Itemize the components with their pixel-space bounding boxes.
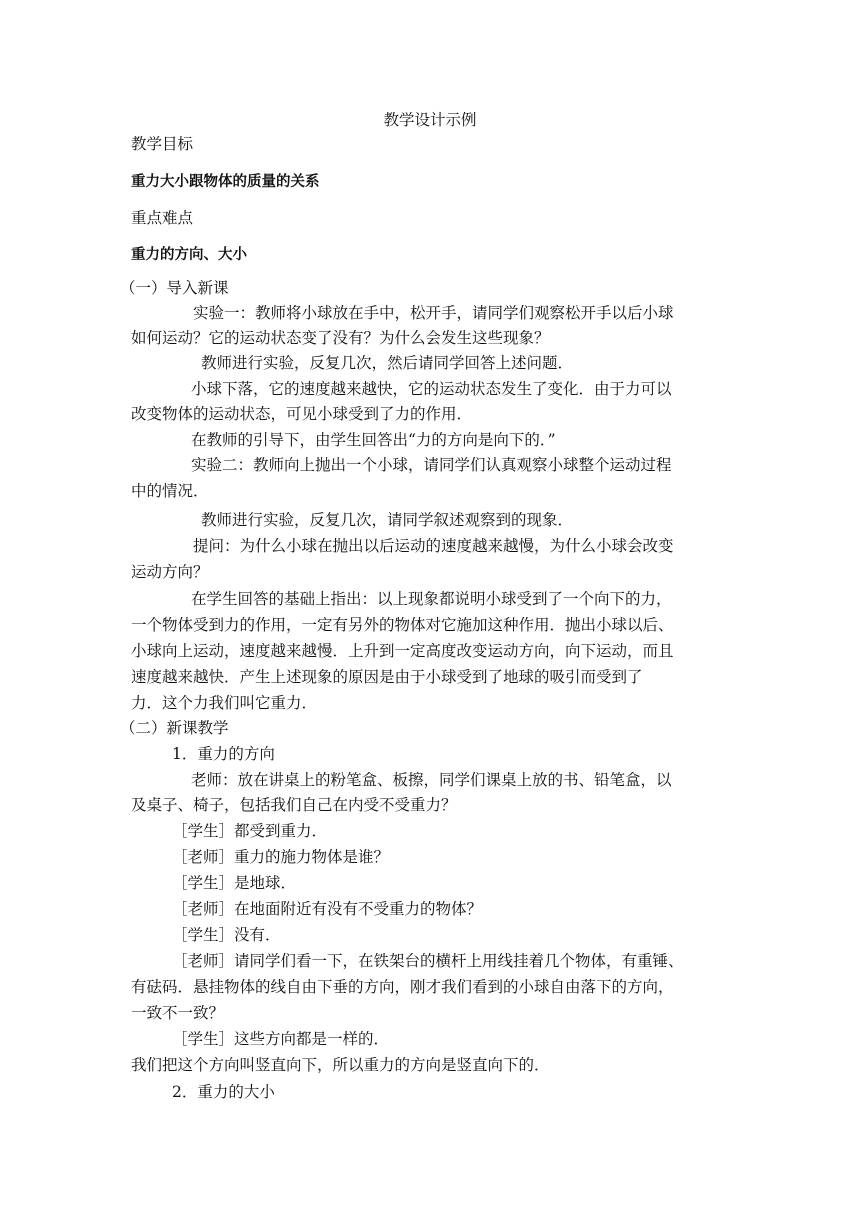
document-title: 教学设计示例 xyxy=(383,111,477,129)
paragraph-line: 及桌子、椅子，包括我们自己在内受不受重力？ xyxy=(131,796,457,814)
paragraph-line: 在教师的引导下，由学生回答出“力的方向是向下的．” xyxy=(191,431,556,449)
paragraph-line: 小球向上运动，速度越来越慢．上升到一定高度改变运动方向，向下运动，而且 xyxy=(131,642,674,660)
paragraph-line: 改变物体的运动状态，可见小球受到了力的作用． xyxy=(131,405,473,423)
paragraph-line: 运动方向？ xyxy=(131,563,209,581)
paragraph-line: 如何运动？它的运动状态变了没有？为什么会发生这些现象？ xyxy=(131,329,550,347)
section-heading-keypoints: 重点难点 xyxy=(131,209,194,227)
dialogue-line: ［学生］没有． xyxy=(172,926,281,944)
dialogue-line: ［老师］在地面附近有没有不受重力的物体？ xyxy=(172,900,483,918)
dialogue-line: ［老师］重力的施力物体是谁？ xyxy=(172,848,390,866)
paragraph-line: 教师进行实验，反复几次，请同学叙述观察到的现象． xyxy=(201,511,574,529)
dialogue-line: ［学生］是地球． xyxy=(172,874,297,892)
section-heading-intro: （一）导入新课 xyxy=(120,279,229,297)
dialogue-line: ［老师］请同学们看一下，在铁架台的横杆上用线挂着几个物体，有重锤、 xyxy=(172,952,684,970)
paragraph-line: 在学生回答的基础上指出：以上现象都说明小球受到了一个向下的力， xyxy=(191,590,672,608)
paragraph-line: 小球下落，它的速度越来越快，它的运动状态发生了变化．由于力可以 xyxy=(191,380,672,398)
paragraph-line: 实验二：教师向上抛出一个小球，请同学们认真观察小球整个运动过程 xyxy=(191,456,672,474)
subsection-heading-direction: 1．重力的方向 xyxy=(172,745,275,763)
dialogue-line: ［学生］这些方向都是一样的． xyxy=(172,1030,390,1048)
objectives-text: 重力大小跟物体的质量的关系 xyxy=(131,174,320,190)
paragraph-line: 我们把这个方向叫竖直向下，所以重力的方向是竖直向下的． xyxy=(131,1056,550,1074)
paragraph-line: 实验一：教师将小球放在手中，松开手，请同学们观察松开手以后小球 xyxy=(193,304,674,322)
paragraph-line: 中的情况． xyxy=(131,482,209,500)
paragraph-line: 一个物体受到力的作用，一定有另外的物体对它施加这种作用．抛出小球以后、 xyxy=(131,616,674,634)
subsection-heading-magnitude: 2．重力的大小 xyxy=(172,1083,275,1101)
section-heading-objectives: 教学目标 xyxy=(131,135,194,153)
paragraph-line: 有砝码．悬挂物体的线自由下垂的方向，刚才我们看到的小球自由落下的方向， xyxy=(131,978,674,996)
paragraph-line: 老师：放在讲桌上的粉笔盒、板擦，同学们课桌上放的书、铅笔盒，以 xyxy=(191,771,672,789)
paragraph-line: 速度越来越快．产生上述现象的原因是由于小球受到了地球的吸引而受到了 xyxy=(131,668,643,686)
paragraph-line: 力．这个力我们叫它重力． xyxy=(131,694,318,712)
section-heading-lesson: （二）新课教学 xyxy=(120,719,229,737)
keypoints-text: 重力的方向、大小 xyxy=(131,247,247,263)
paragraph-line: 教师进行实验，反复几次，然后请同学回答上述问题． xyxy=(201,354,574,372)
paragraph-line: 提问：为什么小球在抛出以后运动的速度越来越慢，为什么小球会改变 xyxy=(193,537,674,555)
paragraph-line: 一致不一致？ xyxy=(131,1004,225,1022)
dialogue-line: ［学生］都受到重力． xyxy=(172,822,328,840)
